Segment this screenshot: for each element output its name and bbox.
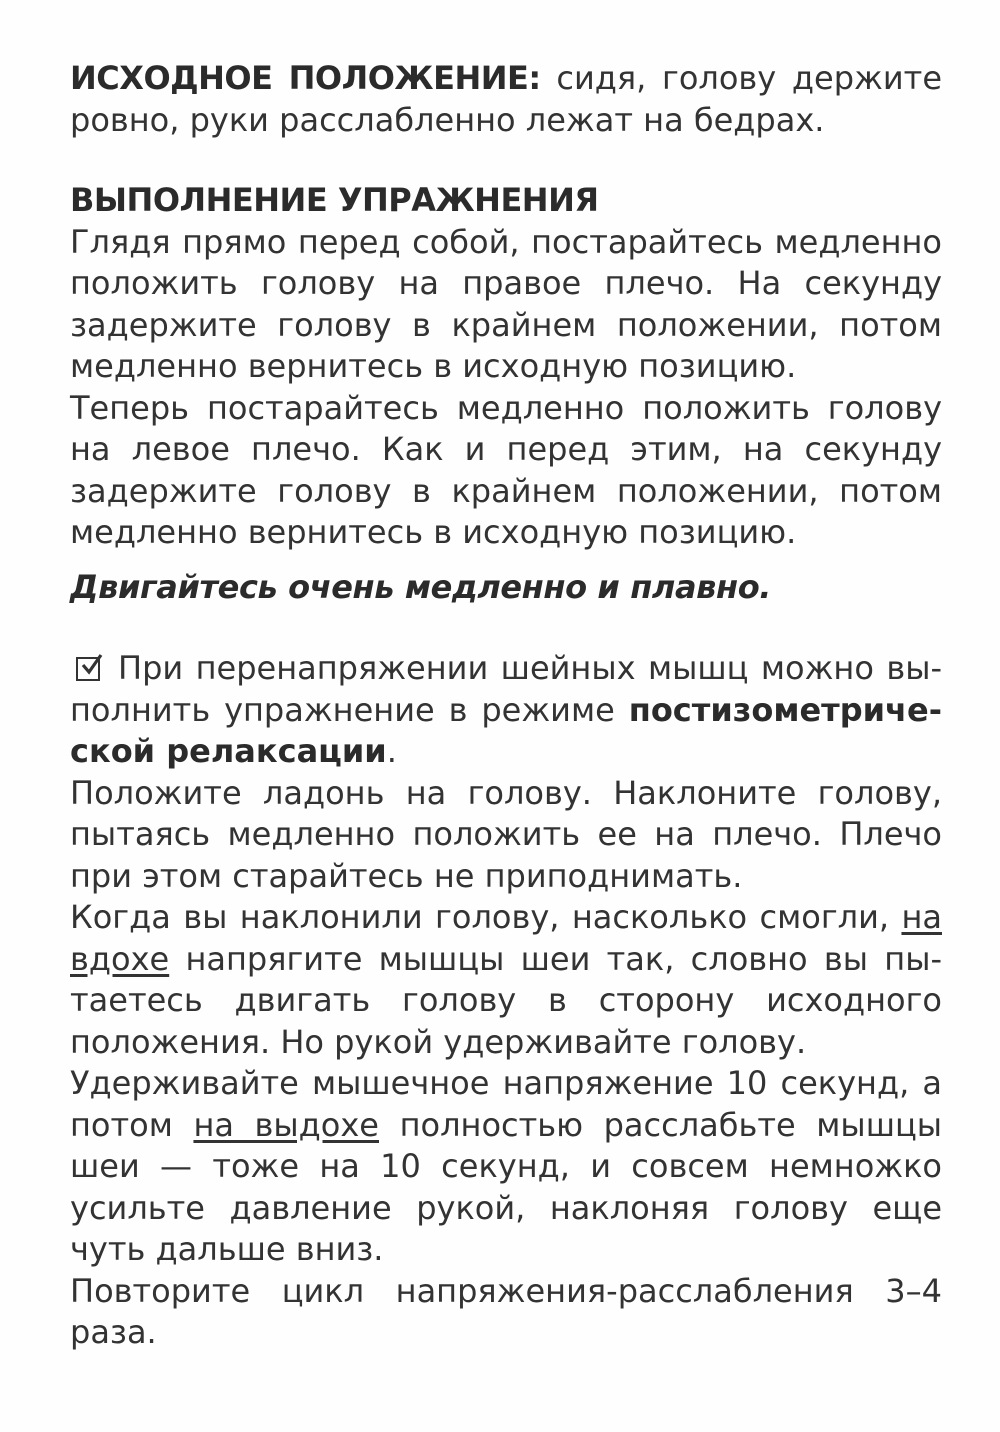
spacer <box>70 554 942 567</box>
execution-note: Двигайтесь очень медленно и плавно. <box>70 567 772 606</box>
tip-paragraph-2 <box>70 897 942 1063</box>
execution-paragraph-2: Теперь постарайтесь медленно положить голову на левое плечо. Как и перед этим, на секунду задержите голову в крайнем положении, потом медленно вернитесь в исходную позицию. <box>70 388 942 551</box>
execution-heading: ВЫПОЛНЕНИЕ УПРАЖНЕНИЯ <box>70 181 599 219</box>
spacer <box>70 608 942 648</box>
tip-paragraph-3 <box>70 1063 942 1271</box>
exhale-underlined: на выдохе <box>193 1105 379 1144</box>
tip-paragraph-4: Повторите цикл напряжения-расслабления 3–4 раза. <box>70 1271 942 1351</box>
spacer <box>70 141 942 180</box>
execution-paragraph-1: Глядя прямо перед собой, постарайтесь медленно положить голову на правое плечо. На секунду задержите голову в крайнем положении, потом медленно вернитесь в исходную позицию. <box>70 222 942 385</box>
tip-intro-paragraph <box>70 648 942 773</box>
start-position-label: ИСХОДНОЕ ПОЛОЖЕНИЕ: <box>70 59 541 97</box>
tip-intro-text: При перенапряжении шейных мышц можно выполнить упражнение в режиме <box>70 649 942 729</box>
tip-paragraph-1: Положите ладонь на голову. Наклоните голову, пытаясь медленно положить ее на плечо. Плечо при этом старайтесь не приподнимать. <box>70 773 942 895</box>
tip-paragraph-2-end: напрягите мышцы шеи так, словно вы пытаетесь двигать голову в сторону исходного положения. Но рукой удерживайте голову. <box>70 939 942 1061</box>
checkbox-checked-icon <box>76 657 100 681</box>
tip-paragraph-3-end: полностью расслабьте мышцы шеи — тоже на 10 секунд, и совсем немножко усильте давление рукой, наклоняя голову еще чуть дальше вниз. <box>70 1105 943 1268</box>
tip-intro-end: . <box>386 732 397 770</box>
tip-intro-bold-term: постизометрической релаксации <box>70 690 942 770</box>
tip-paragraph-3-start: Удерживайте мышечное напряжение 10 секунд, а потом <box>70 1064 942 1144</box>
tip-paragraph-2-start: Когда вы наклонили голову, насколько смогли, <box>70 898 902 936</box>
document-body <box>70 58 942 1354</box>
start-position-text: сидя, голову держите ровно, руки расслабленно лежат на бедрах. <box>70 59 943 139</box>
inhale-underlined: на вдохе <box>70 898 942 978</box>
start-position-paragraph <box>70 58 942 141</box>
